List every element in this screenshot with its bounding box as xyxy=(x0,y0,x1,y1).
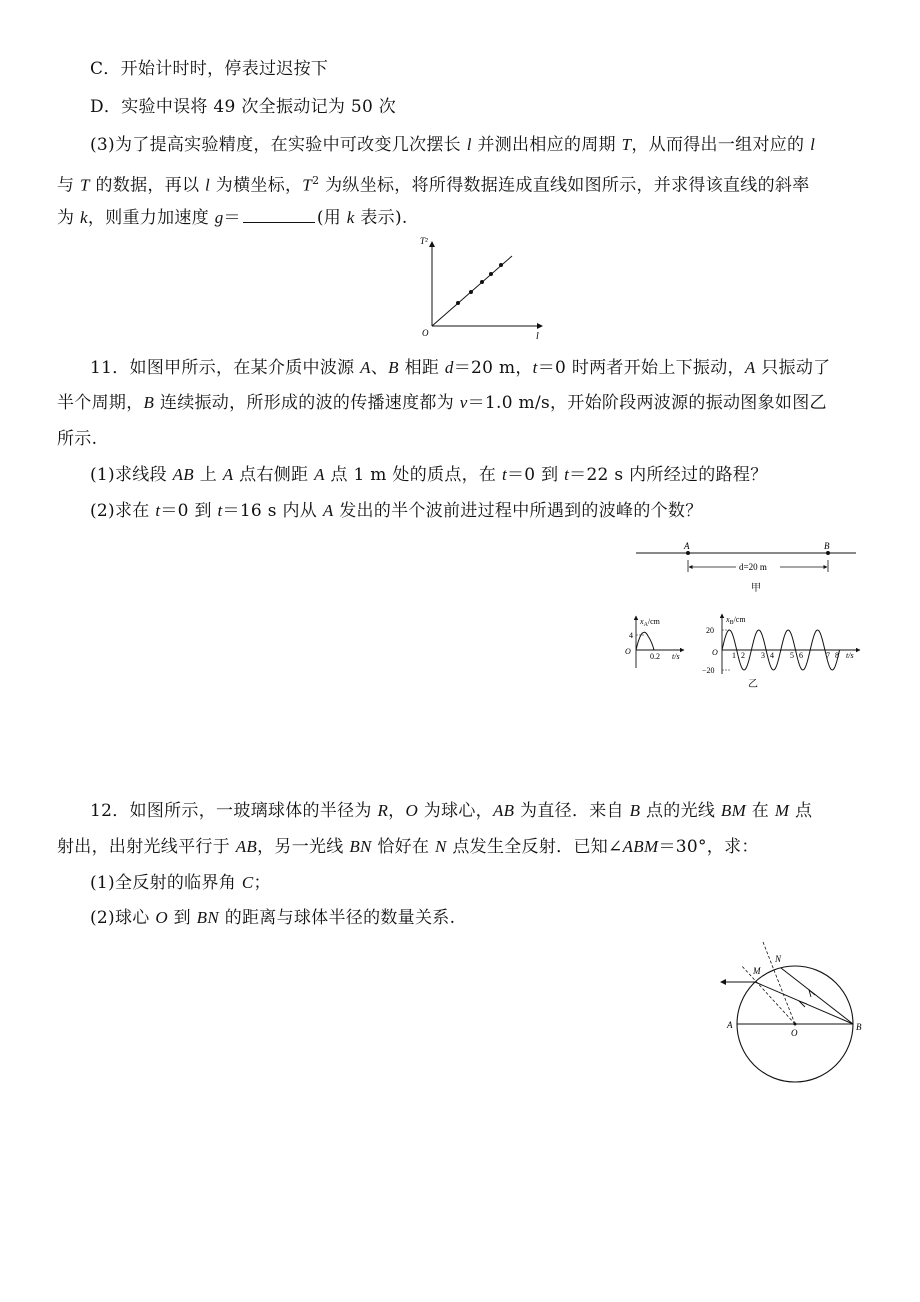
x-tick-7: 7 xyxy=(826,651,830,660)
y-tick-20: 20 xyxy=(706,626,714,635)
data-point xyxy=(469,290,473,294)
caption-yi: 乙 xyxy=(748,679,758,690)
q11-sub2: (2)求在 t＝0 到 t＝16 s 内从 A 发出的半个波前进过程中所遇到的波峰的个数？ xyxy=(90,501,703,521)
y-axis-label: T² xyxy=(420,236,428,246)
ray-bn xyxy=(781,968,853,1024)
x-tick-6: 6 xyxy=(799,651,803,660)
y-tick-4: 4 xyxy=(629,631,633,640)
data-point xyxy=(489,272,493,276)
figure-jia xyxy=(636,538,858,598)
figure-yi-left xyxy=(620,612,690,672)
y-tick-minus20: −20 xyxy=(702,666,715,675)
q10-part3-line3: 为 k，则重力加速度 g＝ (用 k 表示). xyxy=(57,208,408,228)
figure-yi-right xyxy=(700,610,865,690)
arrow-on-bm xyxy=(799,1001,807,1007)
caption-jia: 甲 xyxy=(751,583,761,594)
x-label: t/s xyxy=(846,651,854,660)
x-label: t/s xyxy=(672,652,680,661)
q12-line2: 射出，出射光线平行于 AB，另一光线 BN 恰好在 N 点发生全反射．已知∠ABM＝30°，求： xyxy=(57,837,759,857)
label-a: A xyxy=(684,541,690,551)
x-tick-2: 2 xyxy=(741,651,745,660)
origin-label: O xyxy=(712,648,718,657)
data-point xyxy=(499,263,503,267)
q11-line2: 半个周期，B 连续振动，所形成的波的传播速度都为 v＝1.0 m/s，开始阶段两波源的振动图象如图乙 xyxy=(57,393,827,413)
x-tick-4: 4 xyxy=(770,651,774,660)
label-m: M xyxy=(753,966,761,976)
option-d: D．实验中误将 49 次全振动记为 50 次 xyxy=(90,97,397,117)
q10-part3-line1: (3)为了提高实验精度，在实验中可改变几次摆长 l 并测出相应的周期 T，从而得出一组对应的 l xyxy=(90,135,816,155)
x-tick-1: 1 xyxy=(732,651,736,660)
q12-line1: 12．如图所示，一玻璃球体的半径为 R，O 为球心，AB 为直径．来自 B 点的光线 BM 在 M 点 xyxy=(90,801,813,821)
y-label: $x_B/cm$ xyxy=(726,615,746,626)
q11-line3: 所示. xyxy=(57,429,98,449)
q12-sub1: (1)全反射的临界角 C； xyxy=(90,873,271,893)
label-b: B xyxy=(856,1022,862,1032)
distance-label: d=20 m xyxy=(739,562,767,572)
x-tick-3: 3 xyxy=(761,651,765,660)
normal-m xyxy=(741,965,795,1024)
data-point xyxy=(480,280,484,284)
glass-sphere-figure xyxy=(715,940,875,1090)
q11-line1: 11．如图甲所示，在某介质中波源 A、B 相距 d＝20 m，t＝0 时两者开始上下振动，A 只振动了 xyxy=(90,358,831,378)
label-a: A xyxy=(727,1020,733,1030)
q10-part3-line2: 与 T 的数据，再以 l 为横坐标，$T^2$ 为纵坐标，将所得数据连成直线如图所示，并求得该直线的斜率 xyxy=(57,174,810,196)
source-a-waveform xyxy=(636,632,654,650)
answer-blank[interactable] xyxy=(243,206,315,223)
q12-sub2: (2)球心 O 到 BN 的距离与球体半径的数量关系. xyxy=(90,908,456,928)
origin-label: O xyxy=(625,647,631,656)
data-point xyxy=(456,301,460,305)
x-axis-label: l xyxy=(536,331,539,342)
t2-vs-l-graph xyxy=(400,232,560,342)
x-tick-0.2: 0.2 xyxy=(650,652,660,661)
label-b: B xyxy=(824,541,830,551)
option-c: C．开始计时时，停表过迟按下 xyxy=(90,59,329,79)
x-tick-8: 8 xyxy=(835,651,839,660)
q11-sub1: (1)求线段 AB 上 A 点右侧距 A 点 1 m 处的质点，在 t＝0 到 t＝22 s 内所经过的路程？ xyxy=(90,465,768,485)
source-b-dot xyxy=(826,551,830,555)
center-o xyxy=(794,1023,797,1026)
y-label: $x_A/cm$ xyxy=(640,617,660,628)
source-a-dot xyxy=(686,551,690,555)
label-o: O xyxy=(791,1028,798,1038)
x-tick-5: 5 xyxy=(790,651,794,660)
label-n: N xyxy=(775,954,782,964)
origin-label: O xyxy=(422,328,429,338)
